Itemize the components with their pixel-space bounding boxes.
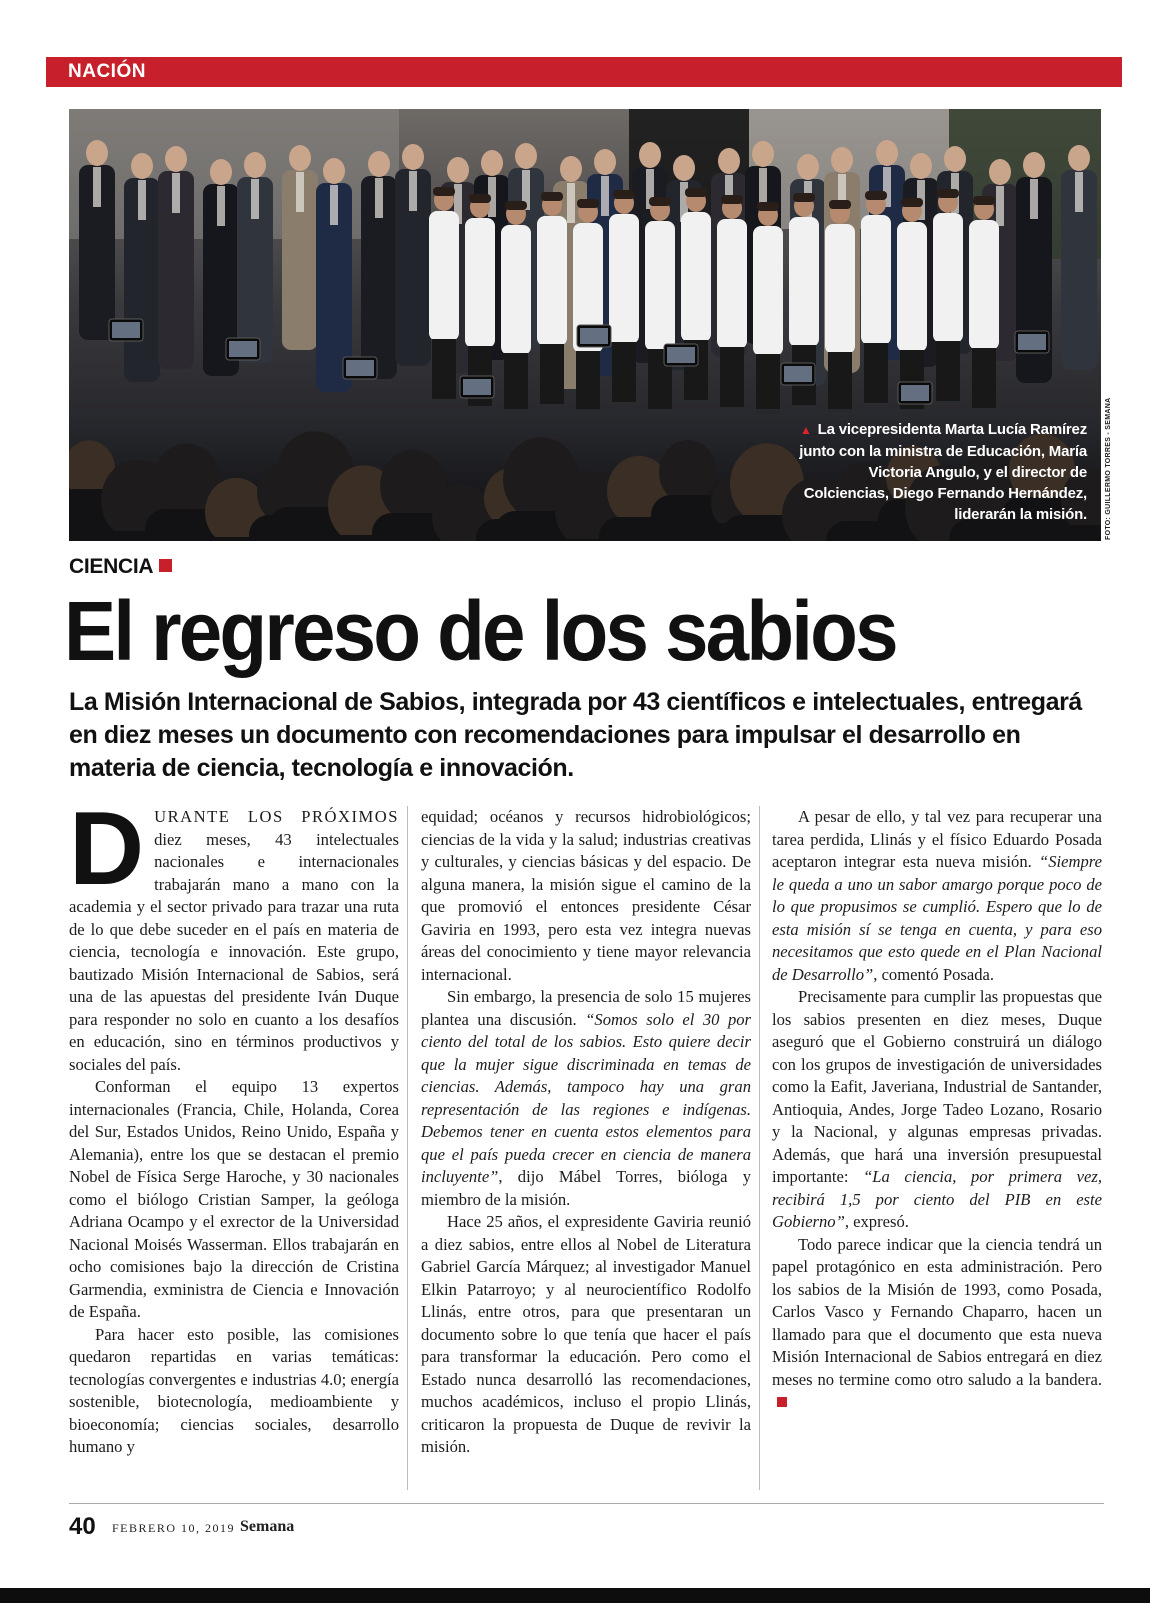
column-rule <box>407 806 408 1490</box>
quote: “La ciencia, por primera vez, recibirá 1,5 por ciento del PIB en este Gobierno” <box>772 1167 1102 1231</box>
body-column-2 <box>421 806 751 1459</box>
child-figure <box>537 192 567 404</box>
article-headline: El regreso de los sabios <box>64 584 896 678</box>
kicker-square-icon <box>159 559 172 572</box>
photo-credit: FOTO: GUILLERMO TORRES - SEMANA <box>1105 397 1112 540</box>
child-figure <box>465 194 495 406</box>
drop-cap: D <box>69 791 145 907</box>
child-figure <box>429 187 459 399</box>
scan-edge <box>0 1588 1150 1603</box>
page-number: 40 <box>69 1513 96 1540</box>
body-paragraph: Precisamente para cumplir las propuestas que los sabios presenten en diez meses, Duque aseguró que el Gobierno construirá un diálogo con los grupos de investigación de universidades como la Eafit, Javeriana, Industrial de Santander, Antioquia, Andes, Jorge Tadeo Lozano, Rosario y la Nacional, y algunas empresas privadas. Además, que hará una inversión presupuestal importante: “La ciencia, por primera vez, recibirá 1,5 por ciento del PIB en este Gobierno”, expresó. <box>772 987 1102 1231</box>
article-deck: La Misión Internacional de Sabios, integrada por 43 científicos e intelectuales, entregará en diez meses un documento con recomendaciones para impulsar el desarrollo en materia de ciencia, tecnología e innovación. <box>69 688 1082 782</box>
body-paragraph: A pesar de ello, y tal vez para recuperar una tarea perdida, Llinás y el físico Eduardo Posada aceptaron integrar esta nueva misión. “Siempre le queda a uno un sabor amargo porque poco de lo que propusimos se cumplió. Espero que lo de esta misión sí se tenga en cuenta, y para eso necesitamos que esto quede en el Plan Nacional de Desarrollo”, comentó Posada. <box>772 807 1102 984</box>
footer-rule <box>69 1503 1104 1504</box>
adult-figure <box>282 145 318 350</box>
adult-figure <box>1061 145 1097 370</box>
child-figure <box>861 191 891 403</box>
child-figure <box>681 188 711 400</box>
phone-camera <box>109 319 143 341</box>
adult-figure <box>395 144 431 366</box>
adult-figure <box>79 140 115 340</box>
phone-camera <box>1015 331 1049 353</box>
magazine-name: Semana <box>240 1518 295 1535</box>
quote: “Somos solo el 30 por ciento del total de los sabios. Esto quiere decir que la mujer sigue discriminada en temas de ciencias. Además, tampoco hay una gran representación de las regiones e indígenas. Debemos tener en cuenta estos elementos para que el país pueda crecer en ciencia de manera incluyente” <box>421 1009 751 1186</box>
section-bar <box>46 57 1122 87</box>
photo-caption: ▲ La vicepresidenta Marta Lucía Ramírez junto con la ministra de Educación, María Victoria Angulo, y el director de Colciencias, Diego Fernando Hernández, liderarán la misión. <box>799 421 1087 523</box>
child-figure <box>825 200 855 412</box>
phone-camera <box>781 363 815 385</box>
phone-camera <box>898 382 932 404</box>
body-paragraph: Todo parece indicar que la ciencia tendrá un papel protagónico en esta administración. Pero los sabios de la Misión de 1993, como Posada, Carlos Vasco y Fernando Chaparro, hacen un llamado para que el documento que esta nueva Misión Internacional de Sabios entregará en diez meses no termine como otro saludo a la bandera. <box>772 1234 1102 1414</box>
body-paragraph: Conforman el equipo 13 expertos internacionales (Francia, Chile, Holanda, Corea del Sur, Estados Unidos, Reino Unido, España y Alemania), entre los que se destacan el premio Nobel de Física Serge Haroche, y 30 nacionales como el biólogo Cristian Samper, la geóloga Adriana Ocampo y el exrector de la Universidad Nacional Moisés Wasserman. Ellos trabajarán en ocho comisiones bajo la dirección de Cristina Garmendia, exministra de Ciencia e Innovación de España. <box>69 1077 399 1321</box>
quote: “Siempre le queda a uno un sabor amargo porque poco de lo que propusimos se cumplió. Espero que lo de esta misión sí se tenga en cuenta, y para eso necesitamos que esto quede en el Plan Nacional de Desarrollo” <box>772 852 1102 984</box>
body-paragraph: equidad; océanos y recursos hidrobiológicos; ciencias de la vida y la salud; industrias creativas y culturales, y ciencias básicas y del espacio. De alguna manera, la misión sigue el camino de la que promovió el entonces presidente César Gaviria en 1993, pero esta vez integra nuevas áreas del conocimiento y tiene mayor relevancia internacional. <box>421 807 751 984</box>
group-photo <box>69 109 1101 541</box>
issue-date: FEBRERO 10, 2019 <box>112 1521 236 1535</box>
child-figure <box>897 198 927 410</box>
lead-caps: URANTE LOS PRÓXIMOS <box>154 807 399 826</box>
end-mark-icon <box>777 1397 787 1407</box>
child-figure <box>645 197 675 409</box>
phone-camera <box>343 357 377 379</box>
phone-camera <box>577 325 611 347</box>
article-kicker: CIENCIA <box>69 555 172 579</box>
column-rule <box>759 806 760 1490</box>
child-figure <box>609 190 639 402</box>
child-figure <box>717 195 747 407</box>
body-paragraph: Hace 25 años, el expresidente Gaviria reunió a diez sabios, entre ellos al Nobel de Literatura Gabriel García Márquez; al investigador Manuel Elkin Patarroyo; y al neurocientífico Rodolfo Llinás, entre otros, para que presentaran un documento sobre lo que tenía que hacer el país para transformar la educación. Pero como el Estado nunca desarrolló las recomendaciones, muchos académicos, incluso el propio Llinás, criticaron la propuesta de Duque de revivir la misión. <box>421 1212 751 1456</box>
child-figure <box>969 196 999 408</box>
body-paragraph: DURANTE LOS PRÓXIMOS diez meses, 43 intelectuales nacionales e internacionales trabajarán mano a mano con la academia y el sector privado para trazar una ruta de lo que debe suceder en el país en materia de ciencia, tecnología e innovación. Este grupo, bautizado Misión Internacional de Sabios, será una de las apuestas del presidente Iván Duque para responder no solo en cuanto a los desafíos en educación, sino en términos productivos y sociales del país. <box>69 791 399 1074</box>
adult-figure <box>124 153 160 382</box>
phone-camera <box>460 376 494 398</box>
body-column-3 <box>772 806 1102 1414</box>
child-figure <box>573 199 603 411</box>
child-figure <box>933 189 963 401</box>
body-column-1 <box>69 791 399 1459</box>
adult-figure <box>237 152 273 363</box>
adult-figure <box>158 146 194 369</box>
child-figure <box>753 202 783 414</box>
body-paragraph: Sin embargo, la presencia de solo 15 mujeres plantea una discusión. “Somos solo el 30 por ciento del total de los sabios. Esto quiere decir que la mujer sigue discriminada en temas de ciencias. Además, tampoco hay una gran representación de las regiones e indígenas. Debemos tener en cuenta estos elementos para que el país pueda crecer en ciencia de manera incluyente”, dijo Mábel Torres, bióloga y miembro de la misión. <box>421 987 751 1209</box>
phone-camera <box>664 344 698 366</box>
phone-camera <box>226 338 260 360</box>
child-figure <box>501 201 531 413</box>
adult-figure <box>361 151 397 379</box>
section-label: NACIÓN <box>68 61 146 82</box>
body-paragraph: Para hacer esto posible, las comisiones quedaron repartidas en varias temáticas: tecnologías convergentes e industrias 4.0; energía sostenible, biotecnología, medioambiente y bioeconomía; ciencias sociales, desarrollo humano y <box>69 1324 399 1456</box>
caption-triangle-icon: ▲ <box>799 423 812 437</box>
